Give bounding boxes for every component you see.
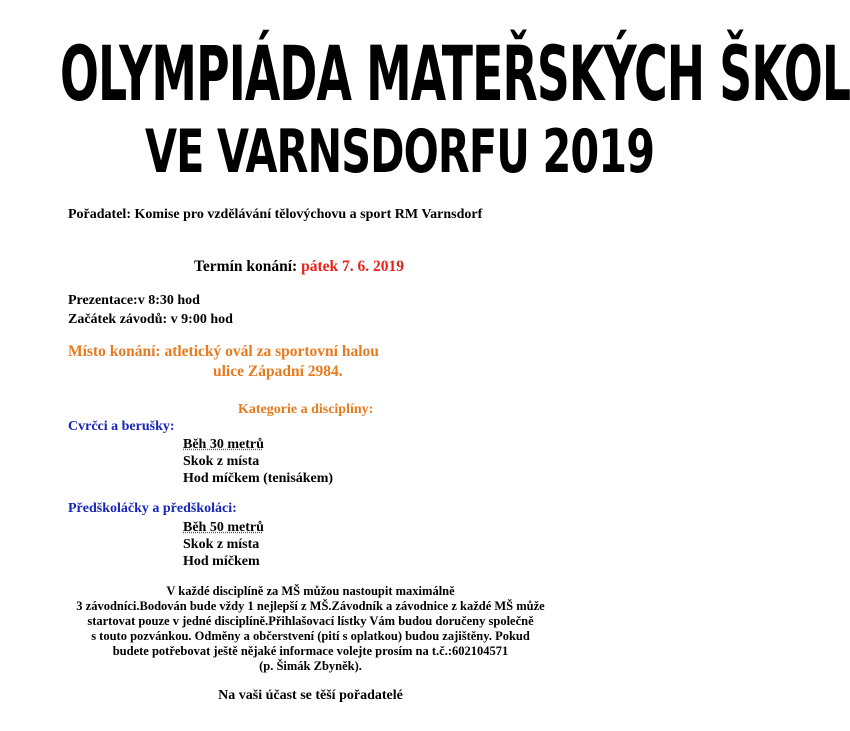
note-line: s touto pozvánkou. Odměny a občerstvení (pití s oplatkou) budou zajištěny. Pokud (91, 629, 530, 643)
note-line: startovat pouze v jedné disciplíně.Přihlašovací lístky Vám budou doručeny společně (87, 614, 534, 628)
event-label: Běh 30 metrů (183, 437, 264, 452)
categories-heading: Kategorie a disciplíny: (238, 402, 374, 417)
title-line-2: VE VARNSDORFU 2019 (145, 116, 655, 187)
closing-line: Na vaši účast se těší pořadatelé (218, 688, 403, 703)
event-item: Hod míčkem (tenisákem) (183, 471, 334, 486)
event-item: Skok z místa (183, 454, 260, 469)
registration-line: Prezentace:v 8:30 hod (68, 293, 200, 308)
note-line: V každé disciplíně za MŠ můžou nastoupit maximálně (166, 584, 455, 598)
start-line: Začátek závodů: v 9:00 hod (68, 312, 233, 327)
event-item: Skok z místa (183, 537, 260, 552)
group-name: Cvrčci a berušky: (68, 419, 175, 434)
venue-line-1: Místo konání: atletický ovál za sportovní halou (68, 343, 379, 360)
date-value: pátek 7. 6. 2019 (301, 258, 405, 275)
date-label: Termín konání: (194, 258, 302, 275)
group-name: Předškoláčky a předškoláci: (68, 501, 237, 516)
note-line: budete potřebovat ještě nějaké informace volejte prosím na t.č.:602104571 (112, 644, 509, 658)
date-line (194, 258, 404, 276)
title-line-1: OLYMPIÁDA MATEŘSKÝCH ŠKOL (60, 32, 850, 119)
venue-line-2: ulice Západní 2984. (213, 363, 343, 380)
organizer-line: Pořadatel: Komise pro vzdělávání tělovýchovu a sport RM Varnsdorf (68, 207, 483, 222)
event-label: Běh 50 metrů (183, 520, 264, 535)
event-item: Hod míčkem (183, 554, 260, 569)
note-line: (p. Šimák Zbyněk). (259, 659, 362, 673)
event-item (183, 520, 264, 536)
notes-block (0, 584, 621, 674)
event-item (183, 437, 264, 453)
note-line: 3 závodníci.Bodován bude vždy 1 nejlepší z MŠ.Závodník a závodnice z každé MŠ může (76, 599, 545, 613)
